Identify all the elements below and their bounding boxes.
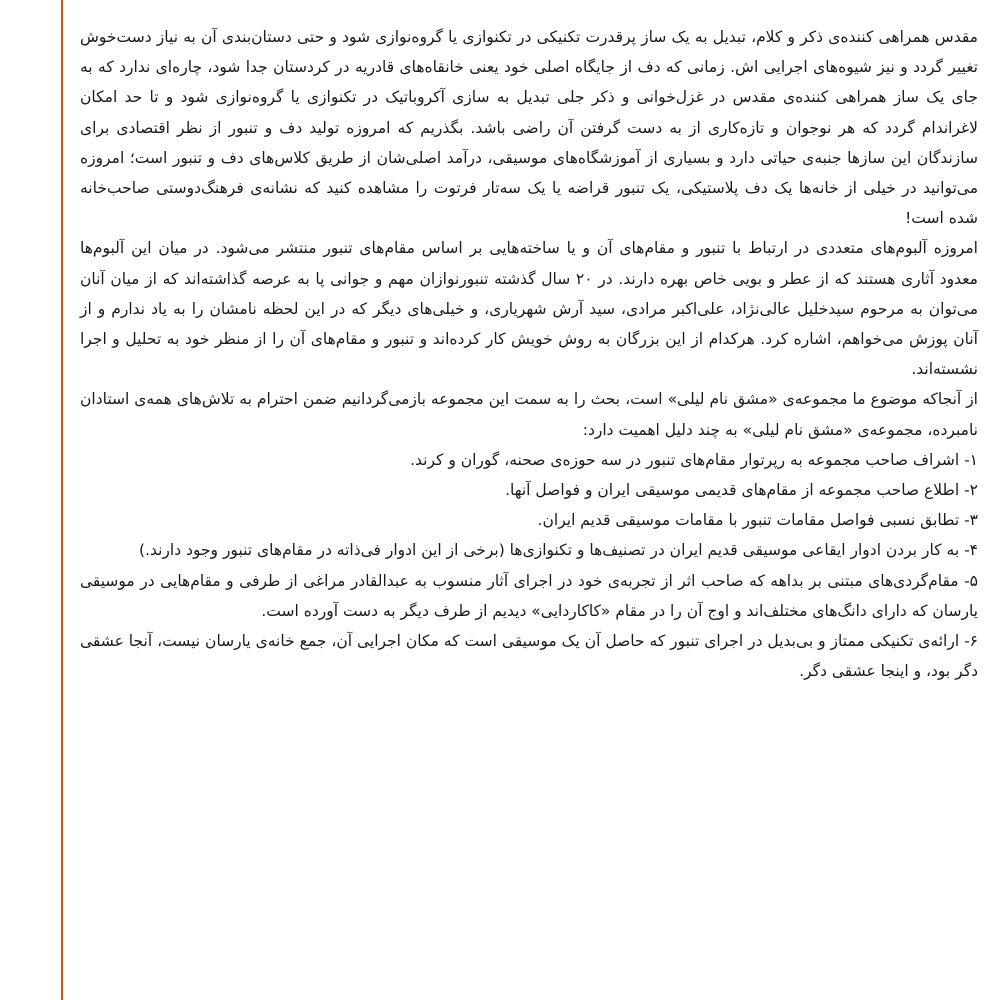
list-item-3: ۳- تطابق نسبی فواصل مقامات تنبور با مقامات موسیقی قدیم ایران. — [537, 511, 978, 530]
paragraph-2: امروزه آلبوم‌های متعددی در ارتباط با تنبور و مقام‌های آن و یا ساخته‌هایی بر اساس مقام‌های تنبور منتشر می‌شود. در میان این آلبوم‌ها معدود آثاری هستند که از عطر و بویی خاص بهره دارند. در ۲۰ سال گذشته تنبورنوازان مهم و جوانی پا به عرصه گذاشته‌اند که از میان آنان می‌توان به مرحوم سیدخلیل عالی‌نژاد، علی‌اکبر مرادی، سید آرش شهریاری، و خیلی‌های دیگر که در این لحظه نامشان را به یاد ندارم و از آنان پوزش می‌خواهم، اشاره کرد. هرکدام از این بزرگان به روش خویش کار کرده‌اند و تنبور و مقام‌های آن را از منظر خود به تحلیل و اجرا نشسته‌اند. — [80, 239, 978, 379]
list-item-4: ۴- به کار بردن ادوار ایقاعی موسیقی قدیم ایران در تصنیف‌ها و تکنوازی‌ها (برخی از این ادوار فی‌ذاته در مقام‌های تنبور وجود دارند.) — [139, 541, 978, 560]
paragraph-1: مقدس همراهی کننده‌ی ذکر و کلام، تبدیل به یک ساز پرقدرت تکنیکی در تکنوازی یا گروه‌نوازی شود و حتی دستان‌بندی آن به نیاز دست‌خوش تغییر گردد و نیز شیوه‌های اجرایی اش. زمانی که دف از جایگاه اصلی خود یعنی خانقاه‌های قادریه در کردستان جدا شود، چاره‌ای ندارد که به جای یک ساز همراهی کننده‌ی مقدس در غزل‌خوانی و ذکر جلی تبدیل به سازی آکروباتیک در تکنوازی یا گروه‌نوازی شود و تا حد امکان لاغراندام گردد که هر نوجوان و تازه‌کاری از به دست گرفتن آن راضی باشد. بگذریم که امروزه تولید دف و تنبور از نظر اقتصادی برای سازندگان این سازها جنبه‌ی حیاتی دارد و بسیاری از آموزشگاه‌های موسیقی، درآمد اصلی‌شان از طریق کلاس‌های دف و تنبور است؛ امروزه می‌توانید در خیلی از خانه‌ها یک دف پلاستیکی، یک تنبور قراضه یا یک سه‌تار فرتوت را مشاهده کنید که نشانه‌ی فرهنگ‌دوستی صاحب‌خانه شده است! — [80, 28, 978, 228]
margin-rule — [61, 0, 63, 1000]
list-item-2: ۲- اطلاع صاحب مجموعه از مقام‌های قدیمی موسیقی ایران و فواصل آنها. — [505, 481, 978, 500]
paragraph-3: از آنجاکه موضوع ما مجموعه‌ی «مشق نام لیلی» است، بحث را به سمت این مجموعه بازمی‌گردانیم ضمن احترام به تلاش‌های همه‌ی استادان نامبرده، مجموعه‌ی «مشق نام لیلی» به چند دلیل اهمیت دارد: — [80, 390, 978, 439]
list-item-1: ۱- اشراف صاحب مجموعه به رپرتوار مقام‌های تنبور در سه حوزه‌ی صحنه، گوران و کرند. — [410, 450, 978, 469]
list-item-5: ۵- مقام‌گردی‌های مبتنی بر بداهه که صاحب اثر از تجربه‌ی خود در اجرای آثار منسوب به عبدالقادر مراغی از طرفی و مقام‌هایی در موسیقی یارسان که دارای دانگ‌های مختلف‌اند و اوج آن را در مقام «کاکاردایی» دیدیم از طرف دیگر به دست آورده است. — [80, 571, 978, 620]
article-body — [80, 22, 978, 686]
list-item-6: ۶- ارائه‌ی تکنیکی ممتاز و بی‌بدیل در اجرای تنبور که حاصل آن یک موسیقی است که مکان اجرایی آن، جمع خانه‌ی یارسان نیست، آنجا عشقی دگر بود، و اینجا عشقی دگر. — [80, 632, 978, 681]
